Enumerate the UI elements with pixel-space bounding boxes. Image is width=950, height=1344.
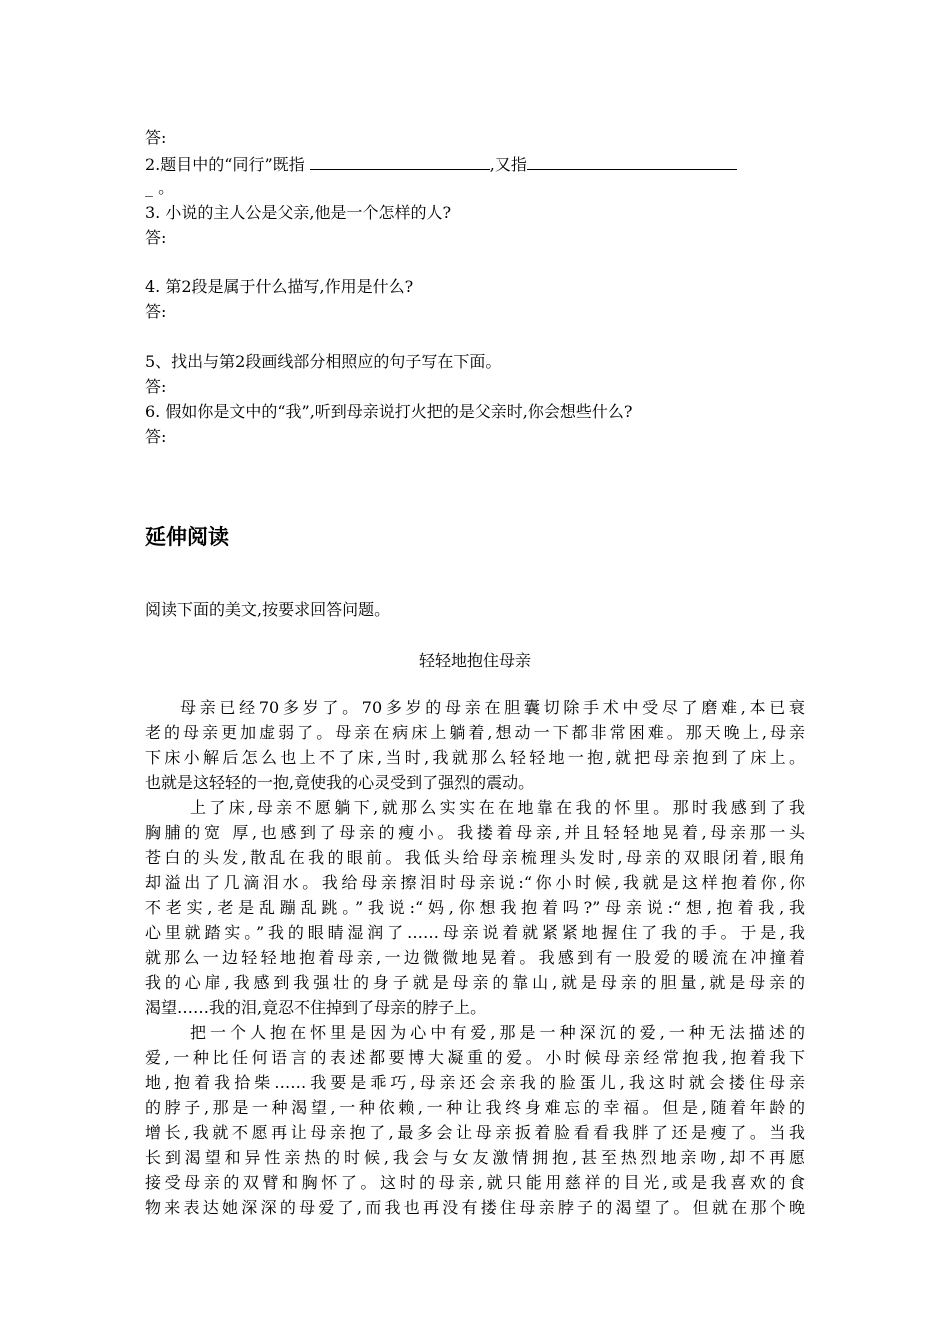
essay-title: 轻轻地抱住母亲 [418, 651, 531, 670]
reading-instruction: 阅读下面的美文,按要求回答问题。 [145, 600, 391, 619]
essay-line: 心里就踏实。”我的眼睛湿润了……母亲说着就紧紧地握住了我的手。于是,我 [145, 923, 805, 942]
question-5: 5、找出与第2段画线部分相照应的句子写在下面。 [145, 352, 502, 371]
essay-line: 却溢出了几滴泪水。我给母亲擦泪时母亲说:“你小时候,我就是这样抱着你,你 [145, 873, 805, 892]
essay-line: 长到渴望和异性亲热的时候,我会与女友激情拥抱,甚至热烈地亲吻,却不再愿 [145, 1148, 805, 1167]
essay-line: 接受母亲的双臂和胸怀了。这时的母亲,就只能用慈祥的目光,或是我喜欢的食 [145, 1173, 805, 1192]
essay-line: 的脖子,那是一种渴望,一种依赖,一种让我终身难忘的幸福。但是,随着年龄的 [145, 1098, 805, 1117]
essay-line: 爱,一种比任何语言的表述都要博大凝重的爱。小时候母亲经常抱我,抱着我下 [145, 1048, 805, 1067]
essay-line: 也就是这轻轻的一抱,竟使我的心灵受到了强烈的震动。 [145, 773, 535, 792]
answer-label-q6: 答: [145, 427, 167, 446]
question-4: 4. 第2段是属于什么描写,作用是什么? [145, 277, 414, 296]
question-2-text-mid: ,又指 [489, 155, 527, 174]
question-3: 3. 小说的主人公是父亲,他是一个怎样的人? [145, 203, 452, 222]
answer-label-q1: 答: [145, 128, 167, 147]
essay-line: 胸脯的宽 厚,也感到了母亲的瘦小。我搂着母亲,并且轻轻地晃着,母亲那一头 [145, 823, 805, 842]
essay-line: 苍白的头发,散乱在我的眼前。我低头给母亲梳理头发时,母亲的双眼闭着,眼角 [145, 848, 805, 867]
question-2-blank-1[interactable] [310, 153, 490, 170]
essay-line: 把一个人抱在怀里是因为心中有爱,那是一种深沉的爱,一种无法描述的 [190, 1023, 805, 1042]
essay-line: 上了床,母亲不愿躺下,就那么实实在在地靠在我的怀里。那时我感到了我 [190, 798, 805, 817]
essay-line: 不老实,老是乱蹦乱跳。”我说:“妈,你想我抱着吗?”母亲说:“想,抱着我,我 [145, 898, 805, 917]
essay-line: 渴望……我的泪,竟忍不住掉到了母亲的脖子上。 [145, 998, 487, 1017]
section-heading: 延伸阅读 [145, 525, 229, 549]
answer-label-q4: 答: [145, 302, 167, 321]
question-2 [145, 153, 737, 175]
question-6: 6. 假如你是文中的“我”,听到母亲说打火把的是父亲时,你会想些什么? [145, 402, 633, 421]
essay-line: 就那么一边轻轻地抱着母亲,一边微微地晃着。我感到有一股爱的暖流在冲撞着 [145, 948, 805, 967]
question-2-end: _ 。 [145, 178, 175, 197]
essay-line: 母亲已经70多岁了。70多岁的母亲在胆囊切除手术中受尽了磨难,本已衰 [180, 698, 805, 717]
essay-line: 物来表达她深深的母爱了,而我也再没有搂住母亲脖子的渴望了。但就在那个晚 [145, 1198, 805, 1217]
answer-label-q3: 答: [145, 228, 167, 247]
essay-line: 下床小解后怎么也上不了床,当时,我就那么轻轻地一抱,就把母亲抱到了床上。 [145, 748, 805, 767]
question-2-text-start: 2.题目中的“同行”既指 [145, 155, 305, 174]
essay-line: 增长,我就不愿再让母亲抱了,最多会让母亲扳着脸看看我胖了还是瘦了。当我 [145, 1123, 805, 1142]
question-2-blank-2[interactable] [527, 153, 737, 170]
essay-line: 地,抱着我拾柴……我要是乖巧,母亲还会亲我的脸蛋儿,我这时就会搂住母亲 [145, 1073, 805, 1092]
answer-label-q5: 答: [145, 377, 167, 396]
essay-line: 我的心扉,我感到我强壮的身子就是母亲的靠山,就是母亲的胆量,就是母亲的 [145, 973, 805, 992]
essay-line: 老的母亲更加虚弱了。母亲在病床上躺着,想动一下都非常困难。那天晚上,母亲 [145, 723, 805, 742]
